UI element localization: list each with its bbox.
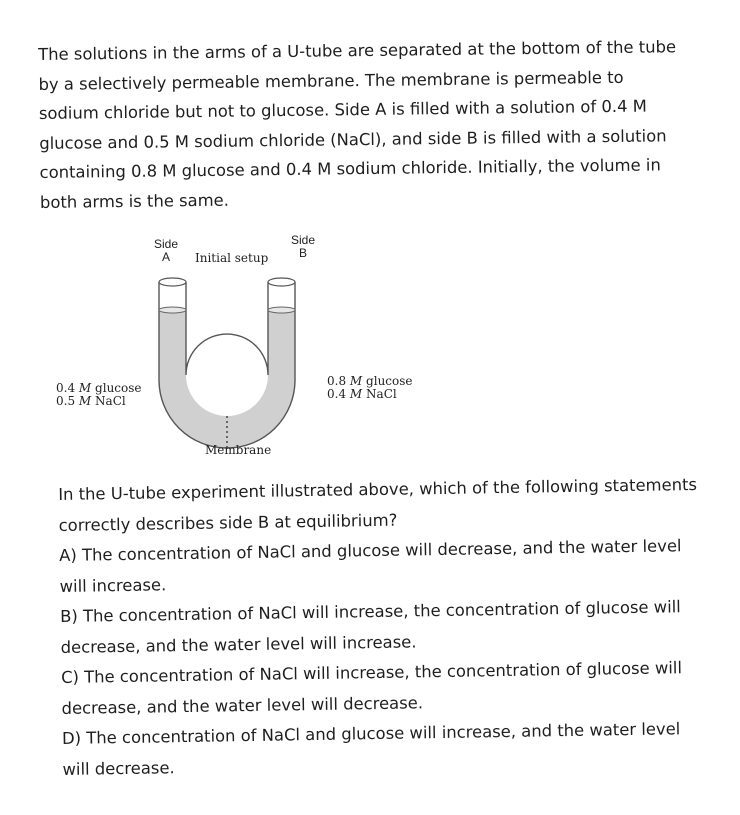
question-stem: In the U-tube experiment illustrated above, which of the following statements correctly describes side B at equilibrium?	[58, 474, 698, 535]
u-tube-figure	[48, 230, 448, 470]
side-a-label	[151, 238, 181, 264]
side-a-nacl-unit: M	[78, 394, 92, 408]
side-a-word: Side	[153, 237, 179, 251]
side-b-glucose-solute: glucose	[366, 374, 413, 388]
side-b-glucose-value: 0.8	[327, 374, 347, 388]
side-b-nacl-value: 0.4	[327, 387, 347, 401]
tube-inner-wall	[186, 282, 268, 375]
side-a-nacl	[56, 394, 126, 408]
membrane-label: Membrane	[205, 443, 272, 457]
side-a-nacl-solute: NaCl	[95, 394, 126, 408]
option-d: D) The concentration of NaCl and glucose will increase, and the water level will decrease.	[61, 719, 681, 779]
option-c: C) The concentration of NaCl will increase, the concentration of glucose will decrease, and the water level will decrease.	[60, 658, 683, 718]
question-block	[58, 470, 713, 785]
u-tube-diagram	[48, 230, 448, 470]
side-b-word: Side	[290, 233, 316, 247]
side-b-glucose	[327, 374, 413, 388]
side-a-meniscus	[159, 307, 186, 313]
option-a: A) The concentration of NaCl and glucose will decrease, and the water level will increase.	[59, 536, 682, 596]
side-b-concentrations	[327, 375, 413, 401]
side-a-nacl-value: 0.5	[56, 394, 76, 408]
side-b-nacl	[327, 387, 397, 401]
side-a-letter: A	[161, 250, 170, 264]
side-a-glucose-unit: M	[78, 381, 92, 395]
side-a-glucose-solute: glucose	[95, 381, 142, 395]
setup-caption: Initial setup	[195, 251, 269, 265]
side-b-meniscus	[268, 307, 295, 313]
option-b: B) The concentration of NaCl will increase, the concentration of glucose will decrease, and the water level will increase.	[59, 597, 681, 657]
passage-text: The solutions in the arms of a U-tube are separated at the bottom of the tube by a selectively permeable membrane. The membrane is permeable to sodium chloride but not to glucose. Side A is filled with a solution of 0.4 M glucose and 0.5 M sodium chloride (NaCl), and side B is filled with a solution containing 0.8 M glucose and 0.4 M sodium chloride. Initially, the volume in both arms is the same.	[38, 37, 677, 212]
side-a-concentrations	[56, 382, 142, 408]
side-b-opening	[268, 278, 295, 286]
side-b-nacl-solute: NaCl	[366, 387, 397, 401]
side-b-label	[288, 234, 318, 260]
side-b-glucose-unit: M	[349, 374, 363, 388]
side-b-letter: B	[298, 246, 307, 260]
side-a-glucose	[56, 381, 142, 395]
side-a-opening	[159, 278, 186, 286]
side-b-nacl-unit: M	[349, 387, 363, 401]
side-a-glucose-value: 0.4	[56, 381, 76, 395]
